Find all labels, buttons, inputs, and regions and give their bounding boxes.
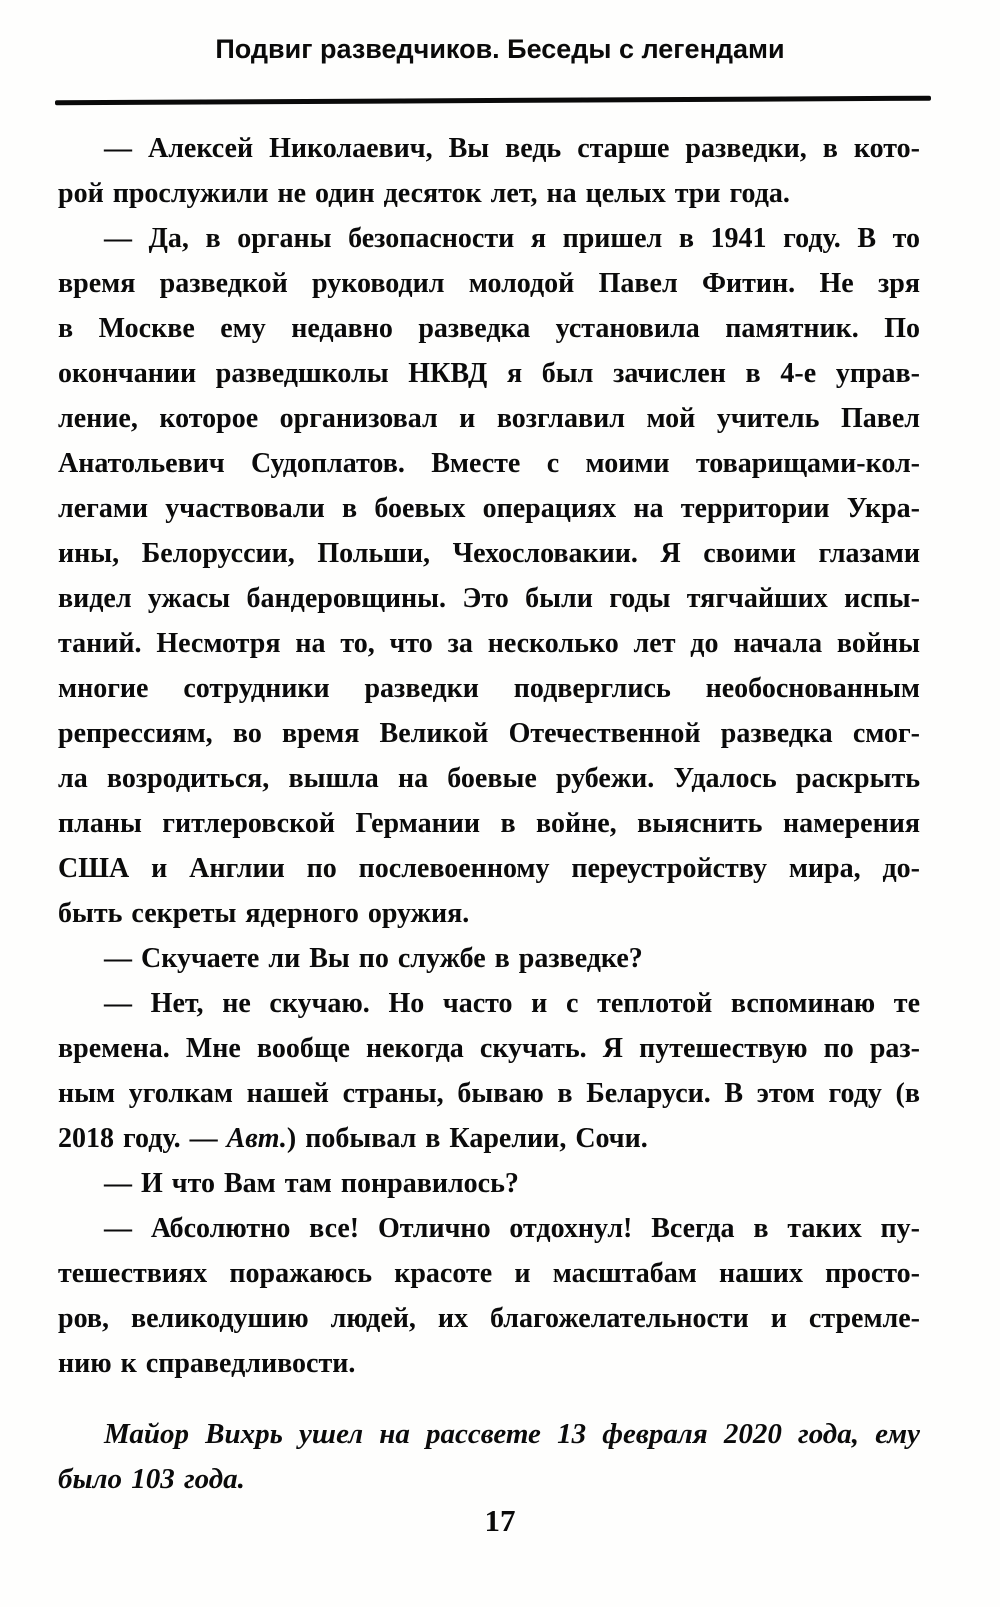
text-line <box>58 1116 920 1161</box>
text-line: ины, Белоруссии, Польши, Чехословакии. Я своими глазами <box>58 538 920 569</box>
paragraph <box>58 1161 920 1206</box>
text-line: быть секреты ядерного оружия. <box>58 898 470 929</box>
text-line: — Да, в органы безопасности я пришел в 1941 году. В то <box>104 223 920 254</box>
text-line: планы гитлеровской Германии в войне, выяснить намерения <box>58 808 920 839</box>
text-line: Анатольевич Судоплатов. Вместе с моими товарищами-кол- <box>58 448 920 479</box>
text-line: ла возродиться, вышла на боевые рубежи. Удалось раскрыть <box>58 763 920 794</box>
text-line: легами участвовали в боевых операциях на территории Укра- <box>58 493 920 524</box>
paragraph <box>58 216 920 936</box>
author-note: Авт. <box>226 1123 287 1154</box>
text-line: время разведкой руководил молодой Павел Фитин. Не зря <box>58 268 920 299</box>
paragraph <box>58 1206 920 1386</box>
text-line: тешествиях поражаюсь красоте и масштабам наших просто- <box>58 1258 920 1289</box>
text-line: репрессиям, во время Великой Отечественной разведка смог- <box>58 718 920 749</box>
text-line: нию к справедливости. <box>58 1348 356 1379</box>
text-line: в Москве ему недавно разведка установила памятник. По <box>58 313 920 344</box>
text-line: окончании разведшколы НКВД я был зачислен в 4-е управ- <box>58 358 920 389</box>
text-line: ным уголкам нашей страны, бываю в Беларуси. В этом году (в <box>58 1078 920 1109</box>
closing-note <box>58 1412 920 1502</box>
running-header: Подвиг разведчиков. Беседы с легендами <box>215 34 785 64</box>
text-line: — Скучаете ли Вы по службе в разведке? <box>104 943 643 974</box>
text-line: — Абсолютно все! Отлично отдохнул! Всегда в таких пу- <box>104 1213 920 1244</box>
text-line: было 103 года. <box>58 1463 245 1495</box>
text-line: многие сотрудники разведки подверглись необоснованным <box>58 673 920 704</box>
header-rule <box>55 96 931 106</box>
text-segment: ) побывал в Карелии, Сочи. <box>286 1123 648 1154</box>
text-line: Майор Вихрь ушел на рассвете 13 февраля 2020 года, ему <box>104 1418 920 1450</box>
text-line: ров, великодушию людей, их благожелательности и стремле- <box>58 1303 920 1334</box>
text-line: времена. Мне вообще некогда скучать. Я путешествую по раз- <box>58 1033 920 1064</box>
text-block <box>58 126 920 1502</box>
text-line: таний. Несмотря на то, что за несколько лет до начала войны <box>58 628 920 659</box>
text-line: США и Англии по послевоенному переустройству мира, до- <box>58 853 920 884</box>
page-number: 17 <box>484 1503 516 1538</box>
text-line: — Алексей Николаевич, Вы ведь старше разведки, в кото- <box>104 133 920 164</box>
text-segment: 2018 году. — <box>58 1123 227 1154</box>
paragraph <box>58 936 920 981</box>
text-line: видел ужасы бандеровщины. Это были годы тягчайших испы- <box>58 583 920 614</box>
text-line: — Нет, не скучаю. Но часто и с теплотой вспоминаю те <box>104 988 920 1019</box>
text-line: ление, которое организовал и возглавил мой учитель Павел <box>58 403 920 434</box>
text-line: — И что Вам там понравилось? <box>104 1168 519 1199</box>
paragraph <box>58 126 920 216</box>
text-line: рой прослужили не один десяток лет, на целых три года. <box>58 178 790 209</box>
paragraph <box>58 981 920 1161</box>
